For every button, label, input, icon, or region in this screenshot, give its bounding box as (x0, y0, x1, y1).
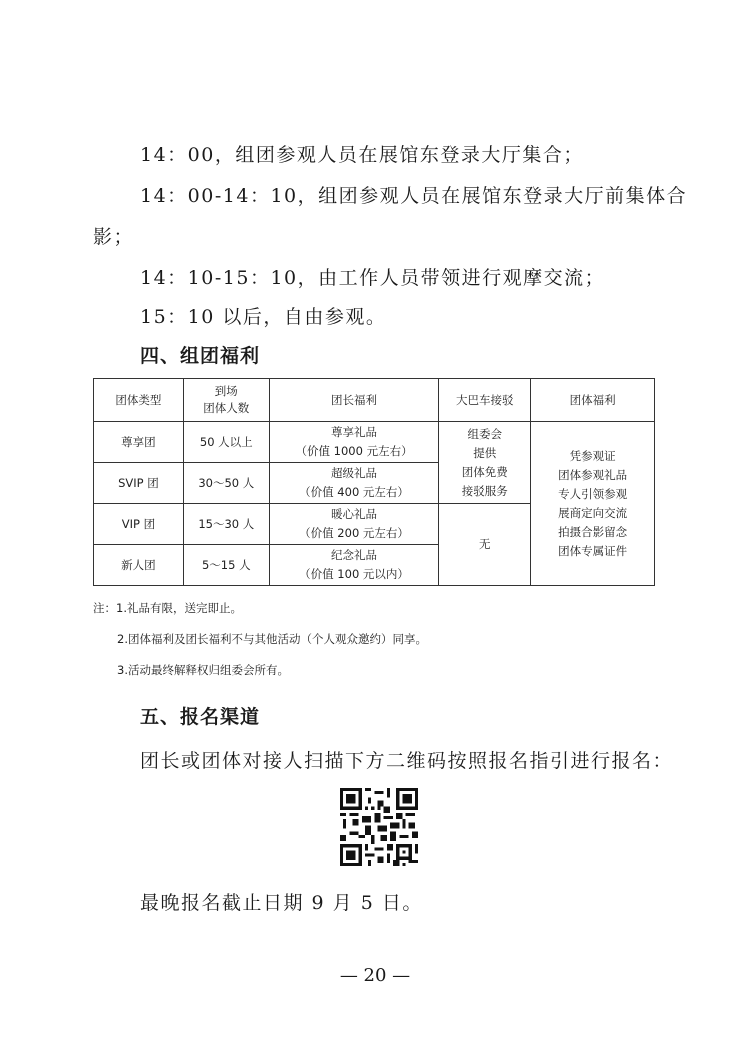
attendance-cell: 5～15 人 (183, 545, 269, 586)
leader-benefit-cell: 尊享礼品 （价值 1000 元左右） (269, 422, 439, 463)
bus-shuttle-none-cell: 无 (439, 504, 531, 586)
registration-deadline: 最晚报名截止日期 9 月 5 日。 (140, 892, 423, 914)
schedule-line-5: 15：10 以后，自由参观。 (140, 306, 387, 328)
page-number: — 20 — (339, 965, 411, 986)
note-3: 3.活动最终解释权归组委会所有。 (117, 663, 289, 677)
benefits-table (93, 378, 655, 586)
note-1: 注：1.礼品有限，送完即止。 (93, 601, 242, 615)
group-type-cell: 新人团 (94, 545, 184, 586)
attendance-cell: 30～50 人 (183, 463, 269, 504)
note-2: 2.团体福利及团长福利不与其他活动（个人观众邀约）同享。 (117, 632, 427, 646)
attendance-cell: 50 人以上 (183, 422, 269, 463)
header-attendance: 到场 团体人数 (183, 379, 269, 422)
schedule-line-2: 14：00-14：10，组团参观人员在展馆东登录大厅前集体合 (140, 185, 688, 207)
bus-shuttle-cell: 组委会 提供 团体免费 接驳服务 (439, 422, 531, 504)
header-leader-benefit: 团长福利 (269, 379, 439, 422)
group-benefit-cell: 凭参观证 团体参观礼品 专人引领参观 展商定向交流 拍摄合影留念 团体专属证件 (531, 422, 655, 586)
group-type-cell: VIP 团 (94, 504, 184, 545)
section-4-heading: 四、组团福利 (140, 345, 261, 367)
header-group-benefit: 团体福利 (531, 379, 655, 422)
qr-code-icon[interactable] (340, 788, 418, 866)
leader-benefit-cell: 暖心礼品 （价值 200 元左右） (269, 504, 439, 545)
group-type-cell: 尊享团 (94, 422, 184, 463)
table-row (94, 422, 655, 463)
group-type-cell: SVIP 团 (94, 463, 184, 504)
registration-instruction: 团长或团体对接人扫描下方二维码按照报名指引进行报名： (140, 750, 674, 772)
leader-benefit-cell: 纪念礼品 （价值 100 元以内） (269, 545, 439, 586)
schedule-line-3: 影； (93, 226, 135, 248)
header-group-type: 团体类型 (94, 379, 184, 422)
section-5-heading: 五、报名渠道 (140, 706, 261, 728)
attendance-cell: 15～30 人 (183, 504, 269, 545)
header-bus-shuttle: 大巴车接驳 (439, 379, 531, 422)
leader-benefit-cell: 超级礼品 （价值 400 元左右） (269, 463, 439, 504)
table-header-row (94, 379, 655, 422)
schedule-line-4: 14：10-15：10，由工作人员带领进行观摩交流； (140, 267, 606, 289)
schedule-line-1: 14：00，组团参观人员在展馆东登录大厅集合； (140, 144, 584, 166)
